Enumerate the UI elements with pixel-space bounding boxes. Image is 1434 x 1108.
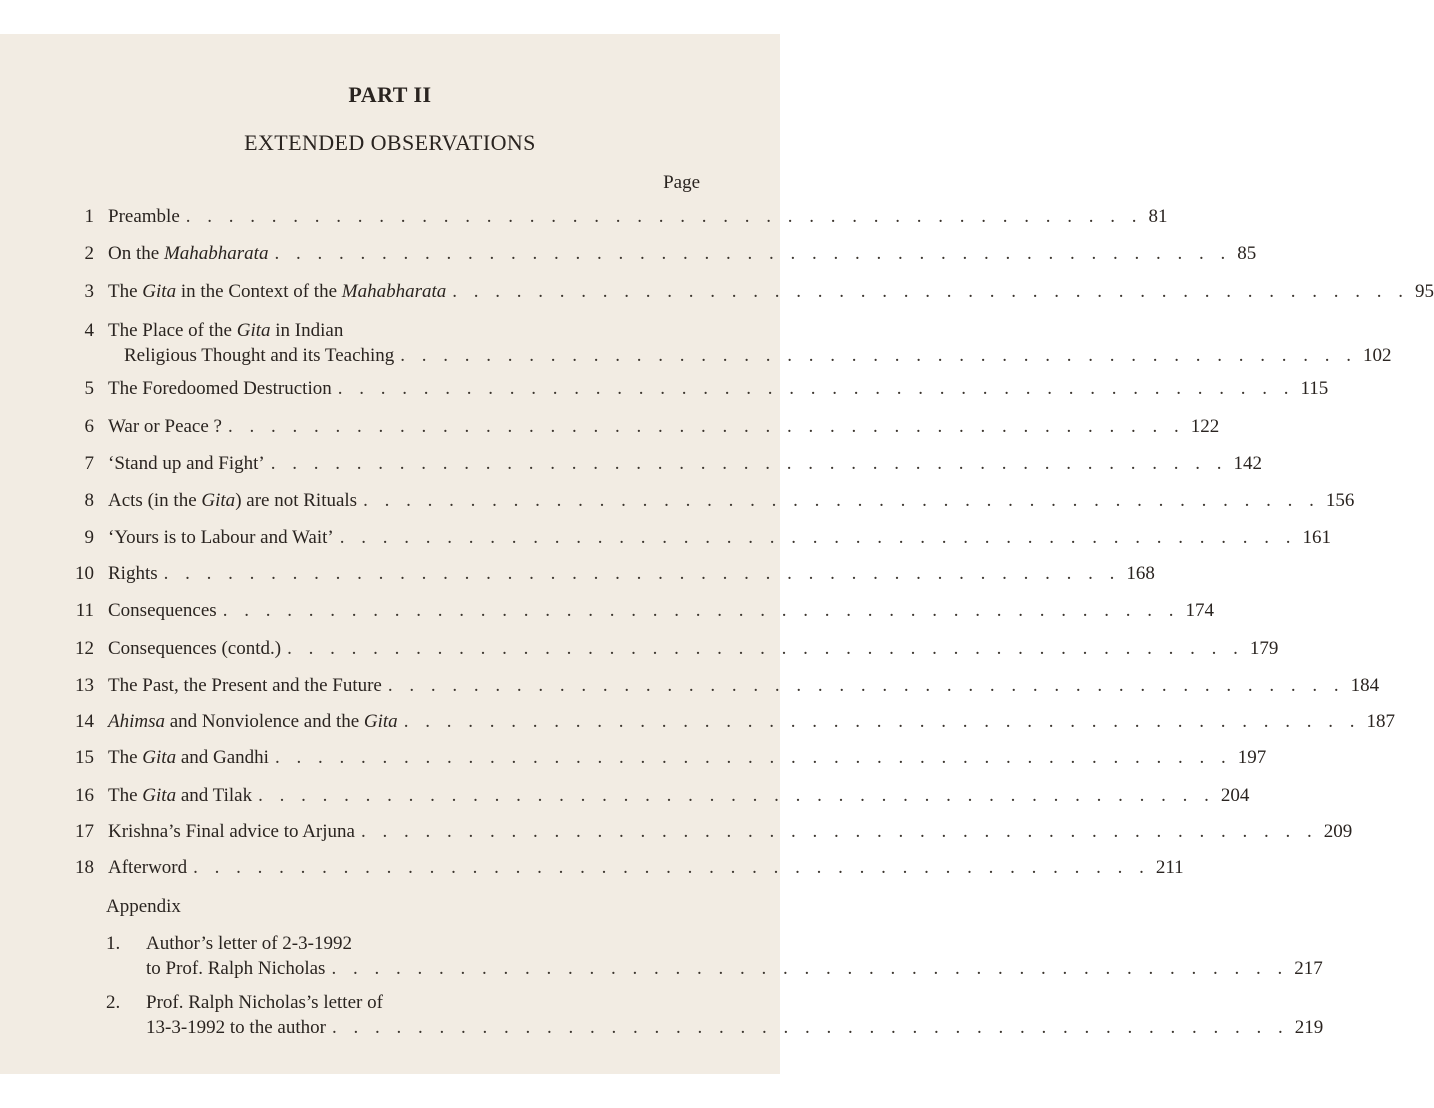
title-part: and Nonviolence and the — [165, 711, 364, 732]
leader-dots: . . . . . . . . . . . . . . . . . . . . . . . . . . . . . . . . . . . . . . . . . . . . . — [185, 206, 1143, 227]
title-part: in the Context of the — [176, 281, 342, 302]
entry-title — [108, 527, 1332, 552]
entry-title — [108, 320, 1392, 370]
entry-title — [108, 711, 1395, 736]
leader-dots: . . . . . . . . . . . . . . . . . . . . . . . . . . . . . . . . . . . . . . . . . . . . . — [363, 490, 1320, 511]
title-part: Consequences (contd.) — [108, 638, 282, 659]
entry-title — [108, 821, 1353, 846]
leader-dots: . . . . . . . . . . . . . . . . . . . . . . . . . . . . . . . . . . . . . . . . . . . . . — [452, 281, 1410, 302]
page-number: 156 — [1325, 490, 1355, 511]
entry-title — [108, 243, 1257, 268]
leader-dots: . . . . . . . . . . . . . . . . . . . . . . . . . . . . . . . . . . . . . . . . . . . . . — [258, 785, 1215, 806]
page-number: 187 — [1366, 711, 1395, 732]
italic-title-part: Mahabharata — [341, 281, 447, 302]
page-number: 85 — [1237, 243, 1257, 264]
italic-title-part: Ahimsa — [108, 711, 165, 732]
entry-title — [108, 857, 1184, 882]
leader-dots: . . . . . . . . . . . . . . . . . . . . . . . . . . . . . . . . . . . . . . . . . . . . . — [227, 416, 1185, 437]
italic-title-part: Gita — [201, 490, 236, 511]
italic-title-part: Gita — [142, 785, 177, 806]
leader-dots: . . . . . . . . . . . . . . . . . . . . . . . . . . . . . . . . . . . . . . . . . . . . . — [337, 378, 1295, 399]
appendix-title-line: 13-3-1992 to the author — [146, 1017, 326, 1038]
title-part: Acts (in the — [108, 490, 202, 511]
page-number: 217 — [1294, 958, 1323, 979]
entry-title — [108, 785, 1250, 810]
entry-number: 2 — [84, 243, 94, 264]
italic-title-part: Mahabharata — [163, 243, 269, 264]
leader-dots: . . . . . . . . . . . . . . . . . . . . . . . . . . . . . . . . . . . . . . . . . . . . . — [331, 958, 1289, 979]
title-part: The — [108, 785, 143, 806]
title-part: ‘Stand up and Fight’ — [108, 453, 265, 474]
entry-title — [108, 563, 1155, 588]
leader-dots: . . . . . . . . . . . . . . . . . . . . . . . . . . . . . . . . . . . . . . . . . . . . . — [274, 243, 1232, 264]
title-part: War or Peace ? — [108, 416, 222, 437]
page-number: 197 — [1237, 747, 1267, 768]
entry-title — [108, 490, 1355, 515]
page-number: 102 — [1363, 345, 1392, 366]
section-title: EXTENDED OBSERVATIONS — [244, 130, 536, 155]
entry-number: 4 — [84, 320, 94, 341]
entry-number: 1 — [84, 206, 94, 227]
leader-dots: . . . . . . . . . . . . . . . . . . . . . . . . . . . . . . . . . . . . . . . . . . . . . — [287, 638, 1244, 659]
page-number: 95 — [1415, 281, 1434, 302]
page-number: 161 — [1302, 527, 1332, 548]
title-part: The Past, the Present and the Future — [108, 675, 382, 696]
italic-title-part: Gita — [142, 281, 177, 302]
page-number: 81 — [1148, 206, 1168, 227]
leader-dots: . . . . . . . . . . . . . . . . . . . . . . . . . . . . . . . . . . . . . . . . . . . . . — [193, 857, 1150, 878]
title-part: ‘Yours is to Labour and Wait’ — [108, 527, 334, 548]
leader-dots: . . . . . . . . . . . . . . . . . . . . . . . . . . . . . . . . . . . . . . . . . . . . . — [222, 600, 1180, 621]
title-part: Preamble — [108, 206, 180, 227]
leader-dots: . . . . . . . . . . . . . . . . . . . . . . . . . . . . . . . . . . . . . . . . . . . . . — [163, 563, 1121, 584]
entry-title — [108, 453, 1262, 478]
page-number: 168 — [1126, 563, 1155, 584]
entry-title — [108, 281, 1434, 306]
appendix-title-line: Prof. Ralph Nicholas’s letter of — [146, 992, 383, 1013]
title-part: Rights — [108, 563, 158, 584]
title-part: On the — [108, 243, 164, 264]
page-number: 122 — [1190, 416, 1220, 437]
title-part: Krishna’s Final advice to Arjuna — [108, 821, 355, 842]
page-number: 179 — [1249, 638, 1279, 659]
appendix-heading: Appendix — [106, 896, 181, 917]
page-column-label: Page — [663, 172, 700, 193]
entry-number: 17 — [75, 821, 94, 842]
leader-dots: . . . . . . . . . . . . . . . . . . . . . . . . . . . . . . . . . . . . . . . . . . . . . — [400, 345, 1358, 366]
entry-number: 12 — [75, 638, 94, 659]
title-part: The — [108, 281, 143, 302]
leader-dots: . . . . . . . . . . . . . . . . . . . . . . . . . . . . . . . . . . . . . . . . . . . . . — [274, 747, 1232, 768]
page-number: 174 — [1185, 600, 1214, 621]
title-part: The Place of the — [108, 320, 237, 341]
page-number: 115 — [1300, 378, 1329, 399]
title-part: Consequences — [108, 600, 217, 621]
page-number: 209 — [1323, 821, 1353, 842]
appendix-title-line: to Prof. Ralph Nicholas — [146, 958, 326, 979]
italic-title-part: Gita — [363, 711, 398, 732]
title-continuation: Religious Thought and its Teaching — [124, 345, 395, 366]
entry-title — [108, 206, 1168, 231]
appendix-title-line: Author’s letter of 2-3-1992 — [146, 933, 352, 954]
leader-dots: . . . . . . . . . . . . . . . . . . . . . . . . . . . . . . . . . . . . . . . . . . . . . — [339, 527, 1297, 548]
title-part: Afterword — [108, 857, 188, 878]
entry-number: 7 — [84, 453, 94, 474]
entry-number: 3 — [84, 281, 94, 302]
page-number: 142 — [1233, 453, 1262, 474]
entry-number: 9 — [84, 527, 94, 548]
entry-title — [108, 747, 1267, 772]
appendix-title — [146, 933, 1323, 983]
entry-number: 11 — [75, 600, 94, 621]
italic-title-part: Gita — [142, 747, 177, 768]
title-part: The Foredoomed Destruction — [108, 378, 332, 399]
entry-title — [108, 600, 1214, 625]
entry-number: 16 — [75, 785, 94, 806]
leader-dots: . . . . . . . . . . . . . . . . . . . . . . . . . . . . . . . . . . . . . . . . . . . . . — [270, 453, 1228, 474]
book-page — [0, 34, 1434, 1074]
title-part: ) are not Rituals — [235, 490, 358, 511]
page-number: 184 — [1350, 675, 1380, 696]
leader-dots: . . . . . . . . . . . . . . . . . . . . . . . . . . . . . . . . . . . . . . . . . . . . . — [403, 711, 1361, 732]
page-number: 204 — [1220, 785, 1250, 806]
entry-title — [108, 416, 1220, 441]
italic-title-part: Gita — [236, 320, 271, 341]
entry-number: 18 — [75, 857, 94, 878]
title-part: and Gandhi — [176, 747, 269, 768]
appendix-number: 1. — [106, 933, 121, 954]
appendix-number: 2. — [106, 992, 121, 1013]
part-heading: PART II — [348, 82, 432, 107]
entry-number: 8 — [84, 490, 94, 511]
entry-number: 14 — [75, 711, 94, 732]
leader-dots: . . . . . . . . . . . . . . . . . . . . . . . . . . . . . . . . . . . . . . . . . . . . . — [387, 675, 1345, 696]
entry-number: 13 — [75, 675, 94, 696]
entry-number: 5 — [84, 378, 94, 399]
entry-number: 15 — [75, 747, 94, 768]
entry-number: 6 — [84, 416, 94, 437]
leader-dots: . . . . . . . . . . . . . . . . . . . . . . . . . . . . . . . . . . . . . . . . . . . . . — [331, 1017, 1289, 1038]
entry-title — [108, 675, 1380, 700]
page-number: 211 — [1155, 857, 1184, 878]
entry-number: 10 — [75, 563, 94, 584]
title-part: and Tilak — [176, 785, 253, 806]
appendix-title — [146, 992, 1324, 1042]
page-number: 219 — [1294, 1017, 1324, 1038]
entry-title — [108, 638, 1279, 663]
title-part: in Indian — [270, 320, 344, 341]
title-part: The — [108, 747, 143, 768]
leader-dots: . . . . . . . . . . . . . . . . . . . . . . . . . . . . . . . . . . . . . . . . . . . . . — [360, 821, 1318, 842]
entry-title — [108, 378, 1329, 403]
